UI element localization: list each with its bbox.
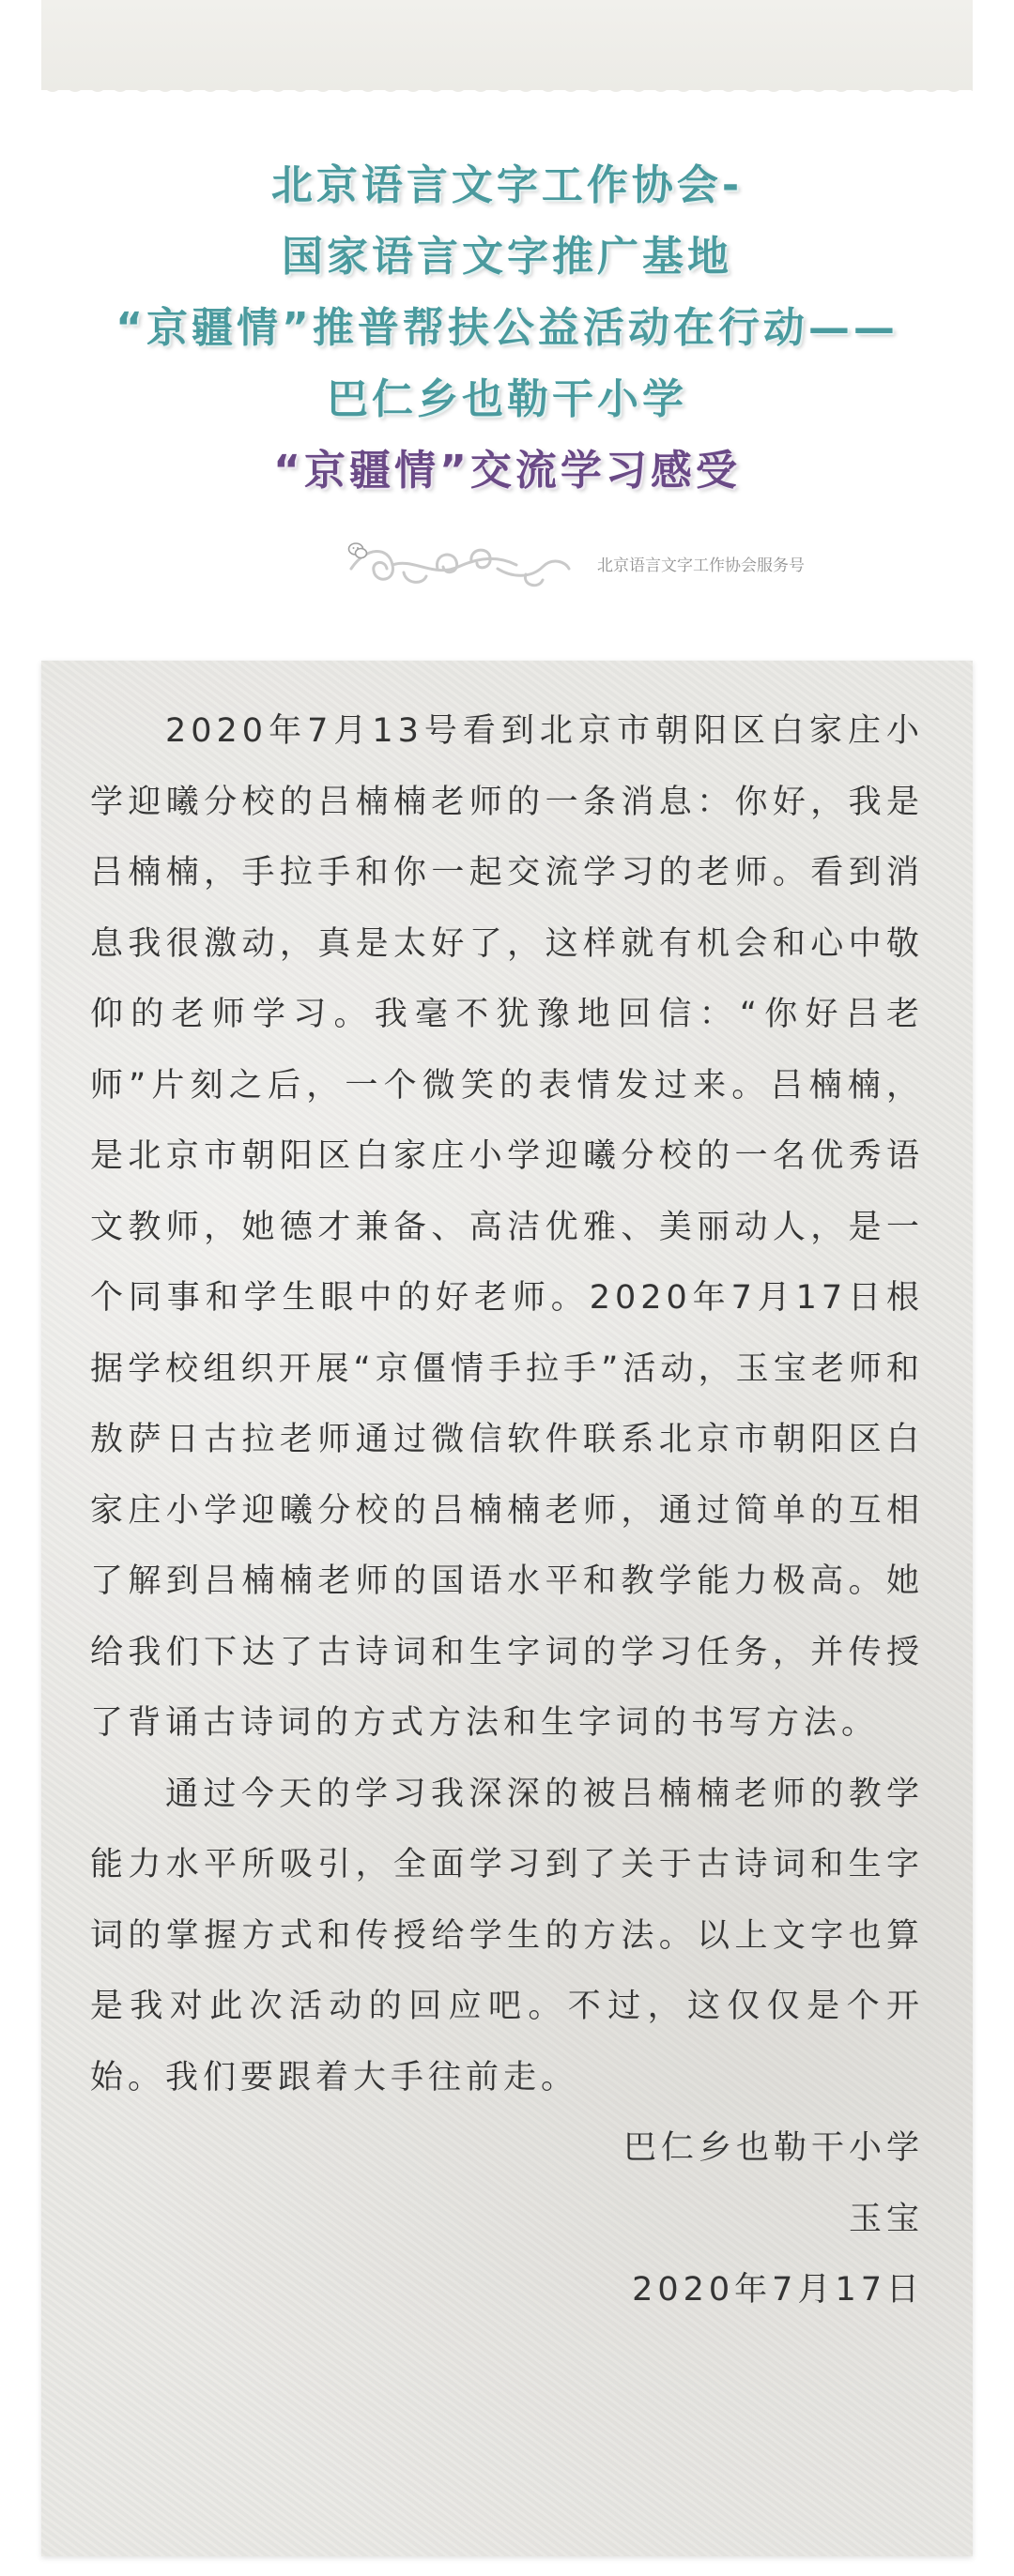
wechat-icon (347, 541, 368, 561)
signature-school: 巴仁乡也勒干小学 (622, 2129, 924, 2167)
flourish-ornament (347, 541, 573, 593)
title-line-subtitle: “京疆情”交流学习感受 (273, 447, 741, 495)
source-watermark (347, 537, 873, 597)
top-paper-strip (41, 0, 973, 90)
article-title (38, 150, 976, 507)
title-line: 国家语言文字推广基地 (282, 233, 732, 281)
signature-date: 2020年7月17日 (632, 2271, 924, 2309)
letter-card (41, 661, 973, 2556)
signature-name: 玉宝 (848, 2200, 924, 2238)
letter-paragraph: 通过今天的学习我深深的被吕楠楠老师的教学能力水平所吸引，全面学习到了关于古诗词和生字词的掌握方式和传授给学生的方法。以上文字也算是我对此次活动的回应吧。不过，这仅仅是个开始。我们要跟着大手往前走。 (90, 1775, 924, 2096)
title-line: “京疆情”推普帮扶公益活动在行动—— (115, 304, 899, 352)
letter-paragraph: 2020年7月13号看到北京市朝阳区白家庄小学迎曦分校的吕楠楠老师的一条消息：你好，我是吕楠楠，手拉手和你一起交流学习的老师。看到消息我很激动，真是太好了，这样就有机会和心中敬仰的老师学习。我毫不犹豫地回信：“你好吕老师”片刻之后，一个微笑的表情发过来。吕楠楠，是北京市朝阳区白家庄小学迎曦分校的一名优秀语文教师，她德才兼备、高洁优雅、美丽动人，是一个同事和学生眼中的好老师。2020年7月17日根据学校组织开展“京僵情手拉手”活动，玉宝老师和敖萨日古拉老师通过微信软件联系北京市朝阳区白家庄小学迎曦分校的吕楠楠老师，通过简单的互相了解到吕楠楠老师的国语水平和教学能力极高。她给我们下达了古诗词和生字词的学习任务，并传授了背诵古诗词的方式方法和生字词的书写方法。 (90, 712, 924, 1742)
title-line: 北京语言文字工作协会- (270, 161, 744, 209)
title-line: 巴仁乡也勒干小学 (327, 375, 687, 423)
scalloped-border (41, 84, 973, 99)
letter-body (90, 696, 924, 2326)
source-label: 北京语言文字工作协会服务号 (597, 556, 805, 575)
